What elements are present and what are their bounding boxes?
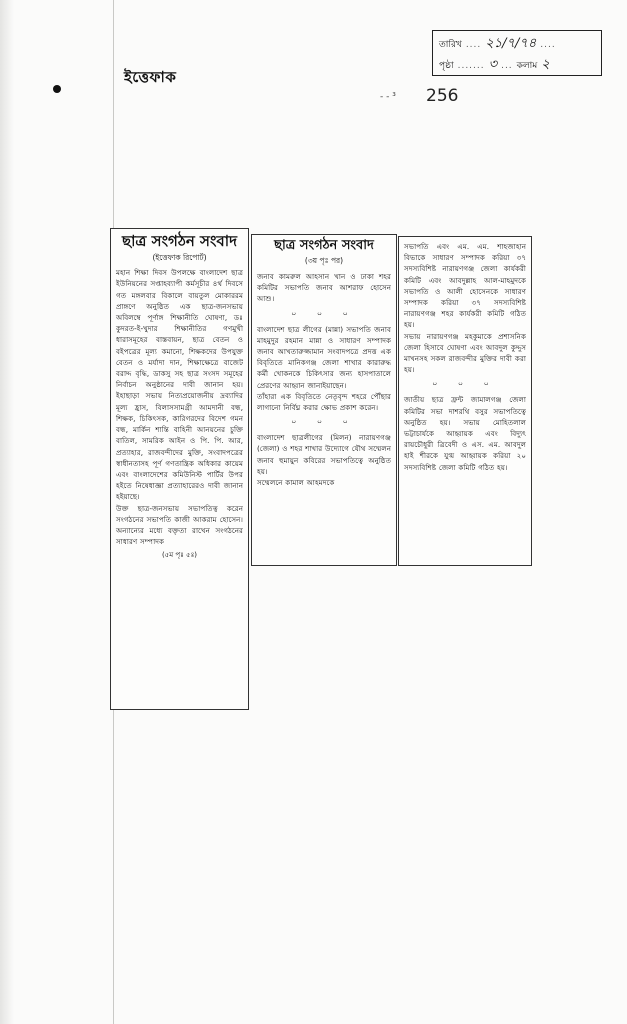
- article-paragraph: জনাব কামরুল আহসান খান ও ঢাকা শহর কমিটির সভাপতি জনাব আশরাফ হোসেন আশু।: [257, 271, 391, 304]
- stamp-column-label: কলাম: [516, 61, 538, 71]
- newspaper-masthead: ইত্তেফাক: [124, 68, 177, 86]
- section-separator: ০ ০ ০: [432, 379, 498, 389]
- page-edge-shadow: [0, 0, 14, 1024]
- article-paragraph: জাতীয় ছাত্র ফ্রন্ট জামালগঞ্জ জেলা কমিটির সভা দাশরথি বসুর সভাপতিত্বে অনুষ্ঠিত হয়। সভায় মোহিতলাল ভট্টাচার্যকে আহ্বায়ক এবং বিদ্যুৎ রায়চৌধুরী ত্রিবেদী ও এস. এম. আবদুল হাই শীরকে যুগ্ম আহ্বায়ক করিয়া ২০ সদস্যবিশিষ্ট জেলা কমিটি গঠিত হয়।: [404, 395, 526, 472]
- news-clipping-column-2: [251, 234, 397, 566]
- news-clipping-column-1: [110, 228, 249, 710]
- section-separator: ০ ০ ০: [291, 308, 357, 318]
- article-paragraph: উক্ত ছাত্র-জনসভায় সভাপতিত্ব করেন সংগঠনের সভাপতি কাজী আকরাম হোসেন। অন্যান্যের মধ্যে বক্তৃতা রাখেন সংগঠনের সাধারণ সম্পাদক: [116, 503, 243, 547]
- article-paragraph: সভায় নারায়ণগঞ্জ মহকুমাকে প্রশাসনিক জেলা হিসাবে ঘোষণা এবং আবদুল কুদ্দুস মাখনসহ সকল রাজবন্দীর মুক্তির দাবী করা হয়।: [404, 331, 526, 375]
- article-headline: ছাত্র সংগঠন সংবাদ: [121, 232, 237, 250]
- stamp-date-value: ২১/৭/৭৪: [485, 36, 537, 51]
- news-clipping-column-3: [398, 236, 532, 566]
- section-separator: ০ ০ ০: [291, 417, 357, 427]
- stray-mark: - - ³: [380, 92, 396, 102]
- article-paragraph: বাংলাদেশ ছাত্রলীগের (মিলন) নারায়ণগঞ্জ (জেলা) ও শহর শাখার উদ্যোগে যৌথ সম্মেলন জনাব হুমায়ুন কবিরের সভাপতিত্বে অনুষ্ঠিত হয়।: [257, 433, 391, 476]
- article-jump-note: (৫ম পৃঃ ৫ঃ): [161, 551, 198, 560]
- article-paragraph: সভাপতি এবং এম. এম. শাহজাহান বিভাকে সাধারণ সম্পাদক করিয়া ৩৭ সদস্যবিশিষ্ট নারায়ণগঞ্জ জেলা কার্যকরী কমিটি এবং আবদুল্লাহ আল-মাহমুদকে সভাপতি ও আলী হোসেনকে সাধারণ সম্পাদক করিয়া ৩৭ সদস্যবিশিষ্ট নারায়ণগঞ্জ শহর কার্যকরী কমিটি গঠিত হয়।: [404, 242, 526, 330]
- archive-page-number: 256: [426, 86, 459, 106]
- punch-hole-mark: [53, 85, 61, 93]
- stamp-page-value: ৩: [488, 57, 498, 72]
- article-paragraph: সম্মেলনে কামাল আহমদকে: [257, 477, 335, 487]
- article-paragraph: তাঁহারা এক বিবৃতিতে নেতৃবৃন্দ শহরে পৌঁছার লাগানো নির্বিঘ্ন করার ক্ষোভ প্রকাশ করেন।: [257, 391, 391, 412]
- article-continued-note: (৩য় পৃঃ পর): [304, 255, 344, 265]
- stamp-page-label: পৃষ্ঠা: [439, 61, 454, 71]
- stamp-date-label: তারিখ: [439, 40, 462, 50]
- article-byline: (ইত্তেফাক রিপোর্ট): [152, 253, 207, 263]
- date-stamp: তারিখ .... ২১/৭/৭৪ .... পৃষ্ঠা ....... ৩ ... কলাম ২: [432, 30, 602, 76]
- stamp-column-value: ২: [541, 57, 550, 72]
- article-headline: ছাত্র সংগঠন সংবাদ: [274, 238, 374, 253]
- article-paragraph: মহান শিক্ষা দিবস উপলক্ষে বাংলাদেশ ছাত্র ইউনিয়নের সপ্তাহব্যাপী কর্মসূচীর ৪র্থ দিবসে গত মঙ্গলবার বিকালে বায়তুল মোকাররম প্রাঙ্গণে অনুষ্ঠিত এক ছাত্র-জনসভায় অবিলম্বে পূর্ণাঙ্গ শিক্ষানীতি ঘোষণা, ডঃ কুদরত-ই-খুদার শিক্ষানীতির গণমুখী ধারাসমূহের বাস্তবায়ন, ছাত্র বেতন ও বইপত্রের মূল্য কমানো, শিক্ষকদের উপযুক্ত বেতন ও মর্যাদা দান, শিক্ষাক্ষেত্রে বাজেট বরাদ্দ বৃদ্ধি, ডাকসু সহ ছাত্র সংসদ সমূহের নির্বাচন অনুষ্ঠানের দাবী জানান হয়। ইহাছাড়া সভায় নিত্যপ্রয়োজনীয় দ্রব্যাদির মূল্য হ্রাস, বিলাসসামগ্রী আমদানী বন্ধ, শিক্ষক, চিকিৎসক, কারিগরদের বিদেশ গমন বন্ধ, মার্কিন শান্তি বাহিনী আনয়নের চুক্তি বাতিল, সামরিক আইন ও পি. পি. আর, প্রত্যাহার, রাজবন্দীদের মুক্তি, সংবাদপত্রের স্বাধীনতাসহ পূর্ণ গণতান্ত্রিক অধিকার কায়েম এবং বাংলাদেশের কমিউনিস্ট পার্টির উপর হইতে নিষেধাজ্ঞা প্রত্যাহারেরও দাবী জানান হইয়াছে।: [116, 268, 243, 502]
- article-paragraph: বাংলাদেশ ছাত্র লীগের (মান্না) সভাপতি জনাব মাহমুদুর রহমান মান্না ও সাধারণ সম্পাদক জনাব আখতারুজ্জামান সংবাদপত্রে প্রদত্ত এক বিবৃতিতে মানিকগঞ্জ জেলা শাখার কারারুদ্ধ কর্মী খোকনকে চিকিৎসার জন্য হাসপাতালে প্রেরণের আহ্বান জানাইয়াছেন।: [257, 324, 391, 390]
